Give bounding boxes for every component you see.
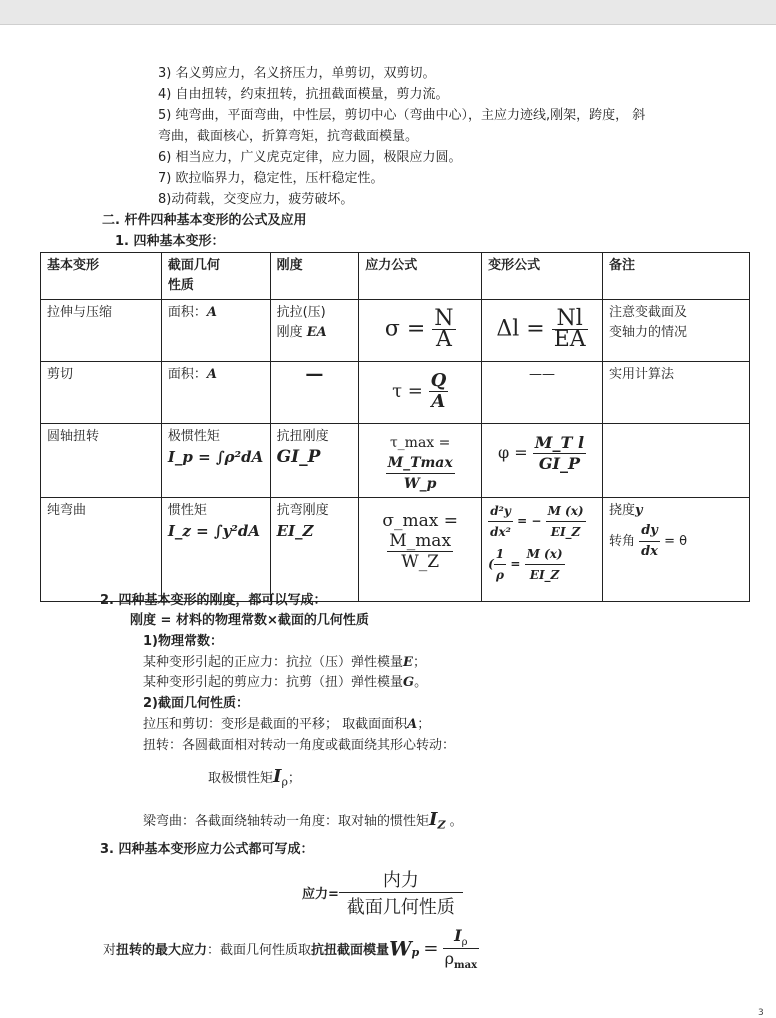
table-header: 变形公式 — [482, 253, 603, 300]
table-row — [41, 362, 750, 424]
table-row — [41, 300, 750, 362]
list-item: 4) 自由扭转，约束扭转，抗扭截面模量，剪力流。 — [158, 87, 449, 102]
table-cell: 极惯性矩 I_p = ∫ρ²dA — [161, 424, 270, 498]
text-line: 拉压和剪切：变形是截面的平移； 取截面面积A； — [143, 717, 431, 732]
deform-formula: φ = $\frac{\text{M\_T l}}{GI\_P}$ — [482, 424, 603, 498]
table-cell: 挠度y 转角 $\frac{dy}{dx}$ = θ — [602, 498, 749, 602]
table-cell: 抗拉(压) 刚度 EA — [270, 300, 359, 362]
subsection-title: 2. 四种基本变形的刚度，都可以写成： — [100, 593, 327, 608]
stress-formula: σ_max = $\frac{M\_\max}{W\_Z}$ — [359, 498, 482, 602]
stress-formula: σ = $\frac{N}{A}$ — [359, 300, 482, 362]
stress-formula: τ_max = $\frac{M\_Tmax}{W\_p}$ — [359, 424, 482, 498]
table-cell: 实用计算法 — [602, 362, 749, 424]
table-header: 截面几何 性质 — [161, 253, 270, 300]
viewer-toolbar — [0, 0, 776, 25]
table-row — [41, 424, 750, 498]
table-cell: — — [270, 362, 359, 424]
table-cell: 剪切 — [41, 362, 162, 424]
table-cell: 注意变截面及 变轴力的情况 — [602, 300, 749, 362]
subsection-title: 1. 四种基本变形： — [115, 234, 225, 249]
text-line: 某种变形引起的剪应力：抗剪（扭）弹性模量G。 — [143, 675, 428, 690]
table-cell: 抗弯刚度 EI_Z — [270, 498, 359, 602]
text-line: 梁弯曲：各截面绕轴转动一角度：取对轴的惯性矩$I_Z$ 。 — [143, 809, 463, 832]
table-cell: 圆轴扭转 — [41, 424, 162, 498]
general-stress-formula: 应力= $\frac{\text{内力}}{\text{截面几何性质}}$ — [302, 866, 463, 919]
table-cell — [602, 424, 749, 498]
deform-formula: Δl = $\frac{Nl}{EA}$ — [482, 300, 603, 362]
list-item: 3) 名义剪应力，名义挤压力，单剪切，双剪切。 — [158, 66, 436, 81]
torsion-stress-line: 对扭转的最大应力：截面几何性质取抗扭截面模量$W_p$ = $\frac{I_\rho}{\rho_{max}}$ — [103, 926, 478, 972]
table-row — [41, 498, 750, 602]
table-cell: —— — [482, 362, 603, 424]
table-header: 基本变形 — [41, 253, 162, 300]
list-item: 6) 相当应力，广义虎克定律，应力圆，极限应力圆。 — [158, 150, 462, 165]
list-item: 5) 纯弯曲，平面弯曲，中性层，剪切中心（弯曲中心），主应力迹线,刚架，跨度， 斜 — [158, 108, 646, 123]
table-header: 应力公式 — [359, 253, 482, 300]
table-cell: 面积：A — [161, 362, 270, 424]
list-item: 7) 欧拉临界力，稳定性，压杆稳定性。 — [158, 171, 384, 186]
rigidity-equation: 刚度 = 材料的物理常数×截面的几何性质 — [130, 613, 369, 628]
list-item: 弯曲，截面核心，折算弯矩，抗弯截面模量。 — [158, 129, 419, 144]
table-header-row — [41, 253, 750, 300]
table-cell: 纯弯曲 — [41, 498, 162, 602]
text-line: 取极惯性矩$I_\rho$； — [208, 766, 301, 789]
deformation-table — [40, 252, 750, 602]
list-item: 8)动荷载，交变应力，疲劳破坏。 — [158, 192, 354, 207]
section-title: 二. 杆件四种基本变形的公式及应用 — [102, 213, 307, 228]
table-cell: 拉伸与压缩 — [41, 300, 162, 362]
paragraph-title: 2)截面几何性质： — [143, 696, 249, 711]
table-header: 备注 — [602, 253, 749, 300]
subsection-title: 3. 四种基本变形应力公式都可写成： — [100, 842, 314, 857]
paragraph-title: 1)物理常数： — [143, 634, 223, 649]
table-cell: 面积：A — [161, 300, 270, 362]
deform-formula: $\frac{\text{d²y}}{\text{dx²}}$ = − $\frac{M (x)}{EI\_Z}$ ( $\frac{1}{\rho}$ = $\frac{M (x)}{EI\_Z}$ — [482, 498, 603, 602]
page-number: 3 — [758, 1008, 764, 1018]
table-cell: 惯性矩 I_z = ∫y²dA — [161, 498, 270, 602]
table-header: 刚度 — [270, 253, 359, 300]
text-line: 某种变形引起的正应力：抗拉（压）弹性模量E； — [143, 655, 426, 670]
text-line: 扭转：各圆截面相对转动一角度或截面绕其形心转动： — [143, 738, 456, 753]
stress-formula: τ = $\frac{Q}{A}$ — [359, 362, 482, 424]
table-cell: 抗扭刚度 GI_P — [270, 424, 359, 498]
